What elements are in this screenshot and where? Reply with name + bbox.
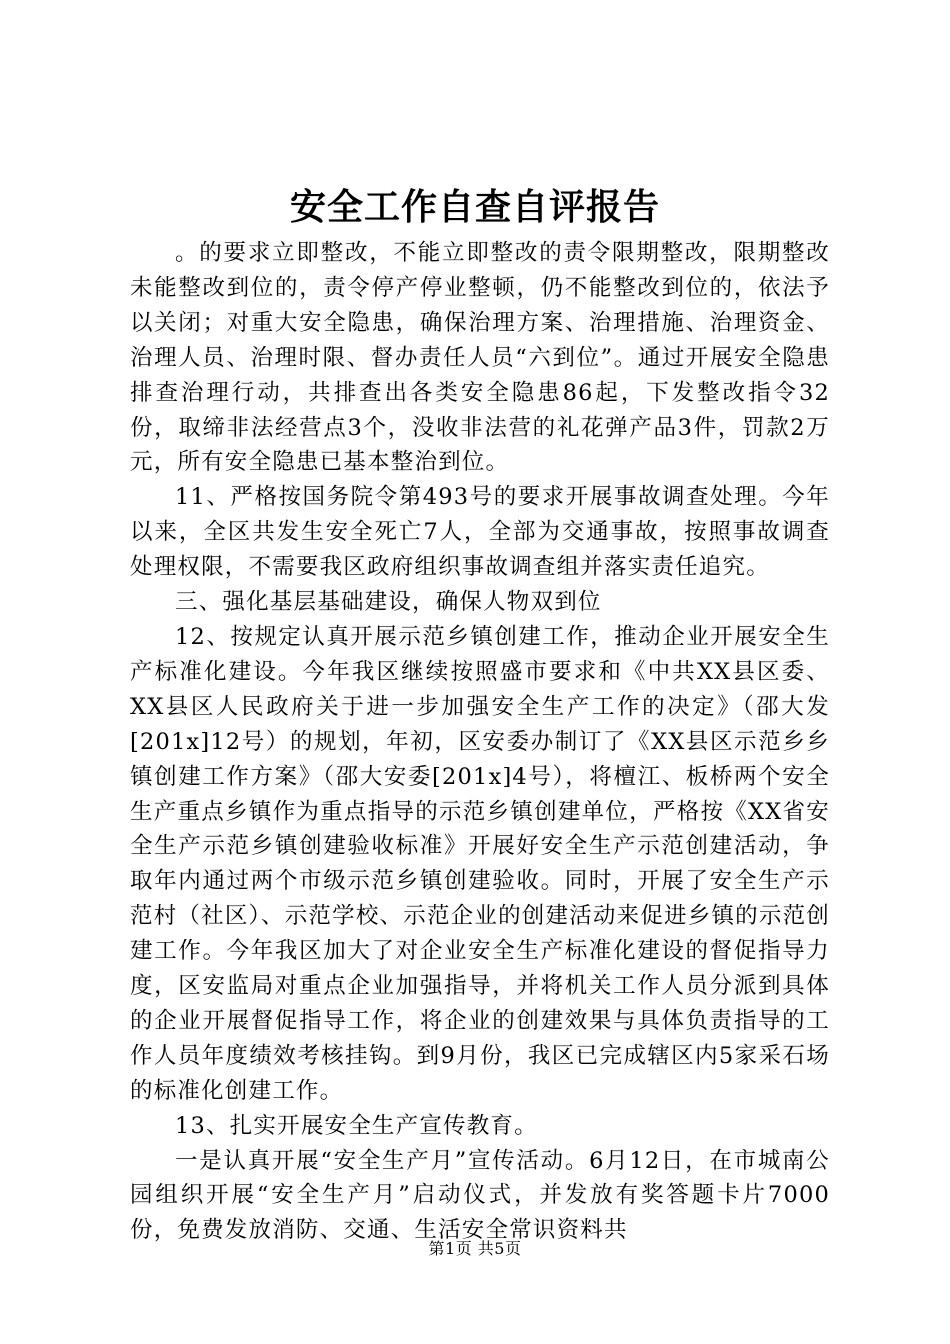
paragraph-demonstration-towns: 12、按规定认真开展示范乡镇创建工作，推动企业开展安全生产标准化建设。今年我区继续按照盛市要求和《中共XX县区委、XX县区人民政府关于进一步加强安全生产工作的决定》（邵大发[201x]12号）的规划，年初，区安委办制订了《XX县区示范乡乡镇创建工作方案》（邵大安委[201x]4号），将檀江、板桥两个安全生产重点乡镇作为重点指导的示范乡镇创建单位，严格按《XX省安全生产示范乡镇创建验收标准》开展好安全生产示范创建活动，争取年内通过两个市级示范乡镇创建验收。同时，开展了安全生产示范村（社区）、示范学校、示范企业的创建活动来促进乡镇的示范创建工作。今年我区加大了对企业安全生产标准化建设的督促指导力度，区安监局对重点企业加强指导，并将机关工作人员分派到具体的企业开展督促指导工作，将企业的创建效果与具体负责指导的工作人员年度绩效考核挂钩。到9月份，我区已完成辖区内5家采石场的标准化创建工作。	[130, 623, 830, 1104]
paragraph-accident-investigation: 11、严格按国务院令第493号的要求开展事故调查处理。今年以来，全区共发生安全死亡7人，全部为交通事故，按照事故调查处理权限，不需要我区政府组织事故调查组并落实责任追究。	[130, 484, 830, 581]
document-body	[130, 236, 830, 1248]
paragraph-safety-month: 一是认真开展“安全生产月”宣传活动。6月12日，在市城南公园组织开展“安全生产月”启动仪式，并发放有奖答题卡片7000份，免费发放消防、交通、生活安全常识资料共	[130, 1147, 830, 1244]
document-title: 安全工作自查自评报告	[289, 186, 660, 228]
page-number-footer: 第1页 共5页	[428, 1239, 522, 1258]
paragraph-rectification: 。的要求立即整改，不能立即整改的责令限期整改，限期整改未能整改到位的，责令停产停业整顿，仍不能整改到位的，依法予以关闭；对重大安全隐患，确保治理方案、治理措施、治理资金、治理人员、治理时限、督办责任人员“六到位”。通过开展安全隐患排查治理行动，共排查出各类安全隐患86起，下发整改指令32份，取缔非法经营点3个，没收非法营的礼花弹产品3件，罚款2万元，所有安全隐患已基本整治到位。	[130, 240, 830, 476]
paragraph-safety-education: 13、扎实开展安全生产宣传教育。	[175, 1112, 538, 1139]
section-heading-grassroots: 三、强化基层基础建设，确保人物双到位	[175, 589, 602, 616]
